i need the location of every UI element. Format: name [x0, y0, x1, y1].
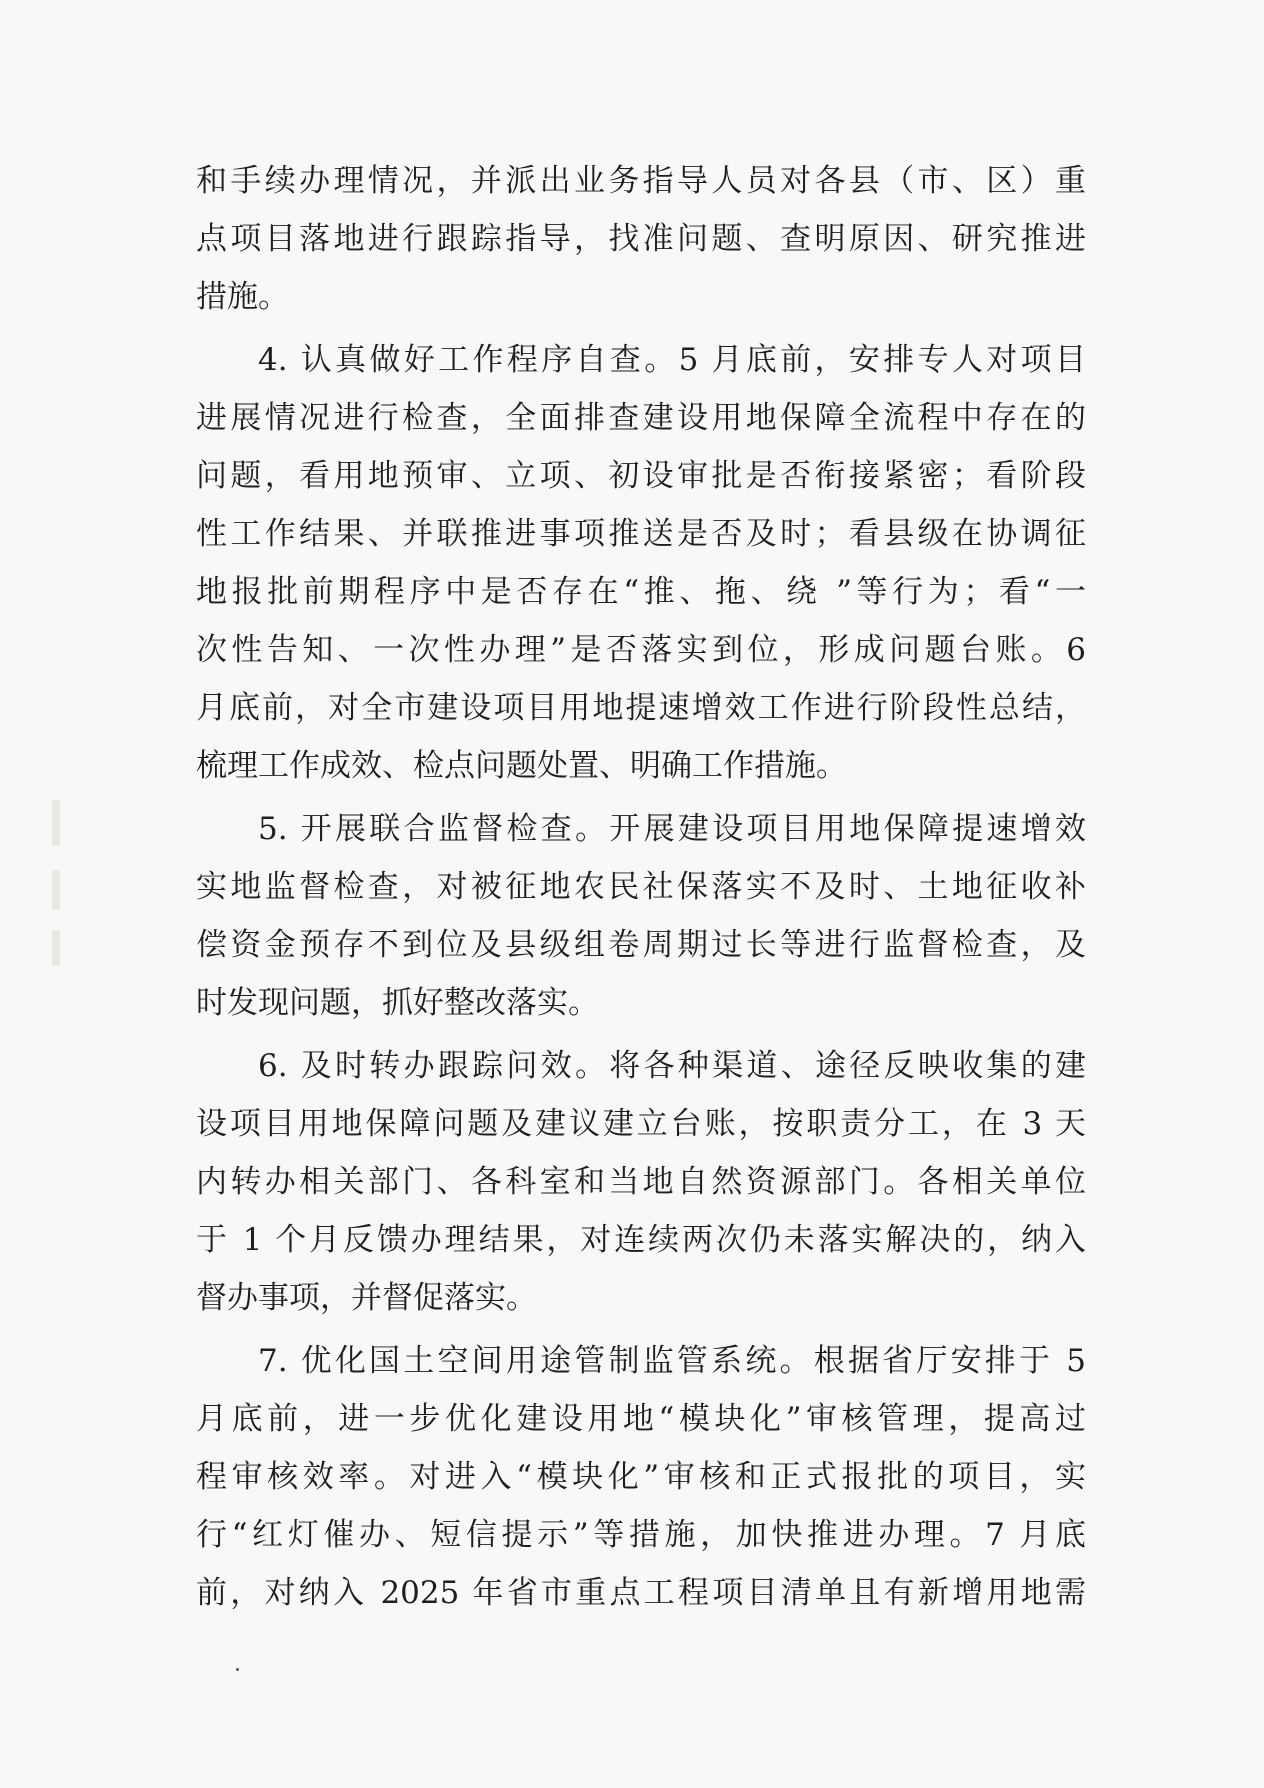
scan-speck [236, 1668, 239, 1671]
text-line: 次性告知、一次性办理”是否落实到位，形成问题台账。6 [196, 632, 1086, 668]
text-line: 地报批前期程序中是否存在“推、拖、绕 ”等行为；看“一 [196, 574, 1086, 610]
text-line: 性工作结果、并联推进事项推送是否及时；看县级在协调征 [196, 516, 1086, 552]
paragraph-heading-line: 4. 认真做好工作程序自查。5 月底前，安排专人对项目 [258, 342, 1086, 378]
paragraph-heading-line: 7. 优化国土空间用途管制监管系统。根据省厅安排于 5 [258, 1343, 1086, 1379]
scan-smudge [52, 870, 60, 910]
text-line: 程审核效率。对进入“模块化”审核和正式报批的项目，实 [196, 1459, 1086, 1495]
text-line: 进展情况进行检查，全面排查建设用地保障全流程中存在的 [196, 400, 1086, 436]
paragraph-heading-line: 6. 及时转办跟踪问效。将各种渠道、途径反映收集的建 [258, 1048, 1086, 1084]
text-line: 内转办相关部门、各科室和当地自然资源部门。各相关单位 [196, 1164, 1086, 1200]
scan-smudge [52, 930, 60, 966]
text-line: 问题，看用地预审、立项、初设审批是否衔接紧密；看阶段 [196, 458, 1086, 494]
text-line: 时发现问题，抓好整改落实。 [196, 985, 599, 1021]
text-line: 梳理工作成效、检点问题处置、明确工作措施。 [196, 748, 847, 784]
text-line: 和手续办理情况，并派出业务指导人员对各县（市、区）重 [196, 163, 1086, 199]
document-body [196, 152, 1086, 1622]
scan-smudge [52, 800, 60, 846]
text-line: 行“红灯催办、短信提示”等措施，加快推进办理。7 月底 [196, 1517, 1086, 1553]
text-line: 设项目用地保障问题及建议建立台账，按职责分工，在 3 天 [196, 1106, 1086, 1142]
text-line: 于 1 个月反馈办理结果，对连续两次仍未落实解决的，纳入 [196, 1222, 1086, 1258]
text-line: 偿资金预存不到位及县级组卷周期过长等进行监督检查，及 [196, 927, 1086, 963]
text-line: 措施。 [196, 279, 289, 315]
text-line: 实地监督检查，对被征地农民社保落实不及时、土地征收补 [196, 869, 1086, 905]
text-line: 前，对纳入 2025 年省市重点工程项目清单且有新增用地需 [196, 1575, 1086, 1611]
paragraph-heading-line: 5. 开展联合监督检查。开展建设项目用地保障提速增效 [258, 811, 1086, 847]
text-line: 点项目落地进行跟踪指导，找准问题、查明原因、研究推进 [196, 221, 1086, 257]
text-line: 月底前，对全市建设项目用地提速增效工作进行阶段性总结， [196, 690, 1086, 726]
text-line: 督办事项，并督促落实。 [196, 1280, 537, 1316]
text-line: 月底前，进一步优化建设用地“模块化”审核管理，提高过 [196, 1401, 1086, 1437]
